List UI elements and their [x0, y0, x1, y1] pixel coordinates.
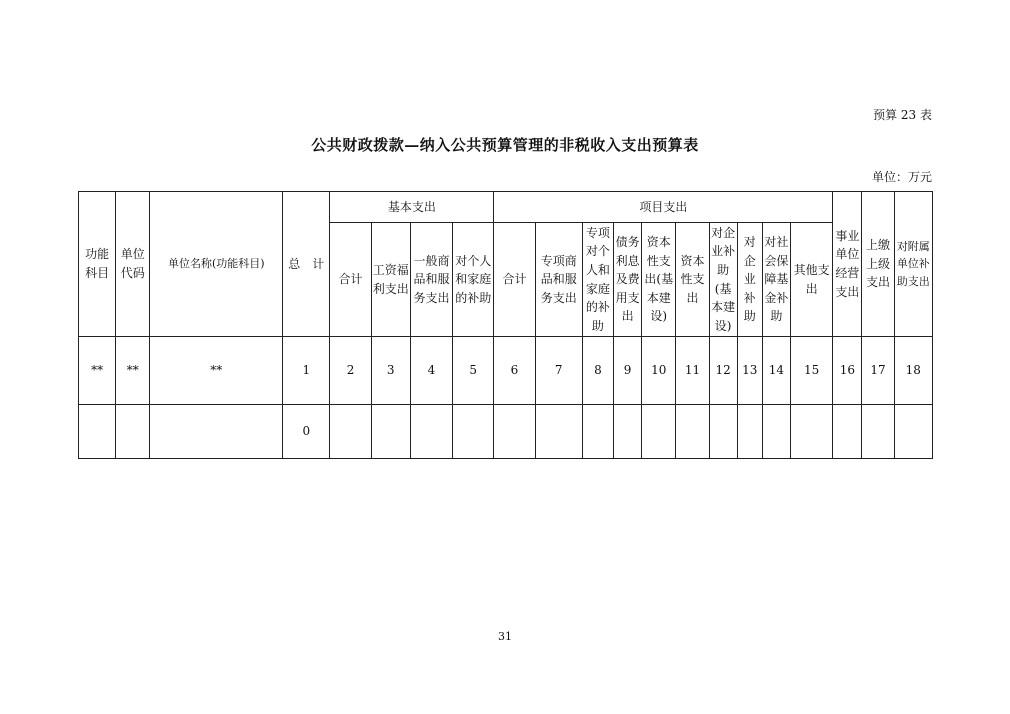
index-cell: 16 [833, 337, 862, 405]
data-cell [410, 405, 452, 459]
data-cell [709, 405, 737, 459]
budget-table [78, 191, 933, 459]
data-cell [862, 405, 894, 459]
index-cell: 2 [330, 337, 371, 405]
index-cell: 14 [762, 337, 790, 405]
data-cell [330, 405, 371, 459]
index-cell: 12 [709, 337, 737, 405]
data-cell [894, 405, 932, 459]
index-cell: 1 [283, 337, 330, 405]
header-basic-wages: 工资福 利支出 [371, 223, 410, 337]
header-function-subject: 功能 科目 [79, 192, 116, 337]
data-cell [582, 405, 613, 459]
data-cell [762, 405, 790, 459]
form-number: 预算 23 表 [873, 108, 932, 122]
index-cell: 6 [494, 337, 535, 405]
header-project-enterprise-construction: 对企 业补 助 (基 本建 设) [709, 223, 737, 337]
index-cell: 17 [862, 337, 894, 405]
header-basic-goods-services: 一般商 品和服 务支出 [410, 223, 452, 337]
header-business-operating: 事业 单位 经营 支出 [833, 192, 862, 337]
index-cell: 18 [894, 337, 932, 405]
header-affiliated-subsidy: 对附属 单位补 助支出 [894, 192, 932, 337]
data-cell: 0 [283, 405, 330, 459]
page-title: 公共财政拨款—纳入公共预算管理的非税收入支出预算表 [311, 136, 699, 154]
data-cell [79, 405, 116, 459]
data-cell [642, 405, 676, 459]
header-project-total: 合计 [494, 223, 535, 337]
header-project-enterprise-subsidy: 对企 业补 助 [737, 223, 762, 337]
header-project-social-security: 对社 会保 障基 金补 助 [762, 223, 790, 337]
index-cell: 10 [642, 337, 676, 405]
index-cell: 3 [371, 337, 410, 405]
header-project-personal-subsidy: 专项 对个 人和 家庭 的补 助 [582, 223, 613, 337]
page-number: 31 [498, 630, 512, 643]
data-cell [833, 405, 862, 459]
header-basic-expenditure: 基本支出 [330, 192, 494, 223]
header-unit-name: 单位名称(功能科目) [150, 192, 283, 337]
data-cell [150, 405, 283, 459]
index-cell: 7 [535, 337, 582, 405]
index-cell: ** [116, 337, 150, 405]
data-cell [676, 405, 709, 459]
index-cell: 8 [582, 337, 613, 405]
header-project-expenditure: 项目支出 [494, 192, 833, 223]
index-cell: ** [150, 337, 283, 405]
header-project-other: 其他支 出 [791, 223, 833, 337]
data-cell [614, 405, 642, 459]
header-basic-personal-subsidy: 对个人 和家庭 的补助 [453, 223, 494, 337]
index-cell: 9 [614, 337, 642, 405]
index-cell: 11 [676, 337, 709, 405]
index-cell: 13 [737, 337, 762, 405]
index-cell: 15 [791, 337, 833, 405]
data-cell [116, 405, 150, 459]
index-cell: 4 [410, 337, 452, 405]
header-project-goods-services: 专项商 品和服 务支出 [535, 223, 582, 337]
header-basic-total: 合计 [330, 223, 371, 337]
header-project-capital-construction: 资本 性支 出(基 本建 设) [642, 223, 676, 337]
index-row [79, 337, 933, 405]
header-project-debt-interest: 债务 利息 及费 用支 出 [614, 223, 642, 337]
data-cell [535, 405, 582, 459]
data-cell [371, 405, 410, 459]
header-upper-remittance: 上缴 上级 支出 [862, 192, 894, 337]
data-cell [737, 405, 762, 459]
header-unit-code: 单位 代码 [116, 192, 150, 337]
unit-label: 单位：万元 [871, 170, 932, 184]
data-cell [791, 405, 833, 459]
data-cell [494, 405, 535, 459]
data-cell [453, 405, 494, 459]
header-grand-total: 总 计 [283, 192, 330, 337]
data-row [79, 405, 933, 459]
index-cell: 5 [453, 337, 494, 405]
header-project-capital: 资本 性支 出 [676, 223, 709, 337]
index-cell: ** [79, 337, 116, 405]
